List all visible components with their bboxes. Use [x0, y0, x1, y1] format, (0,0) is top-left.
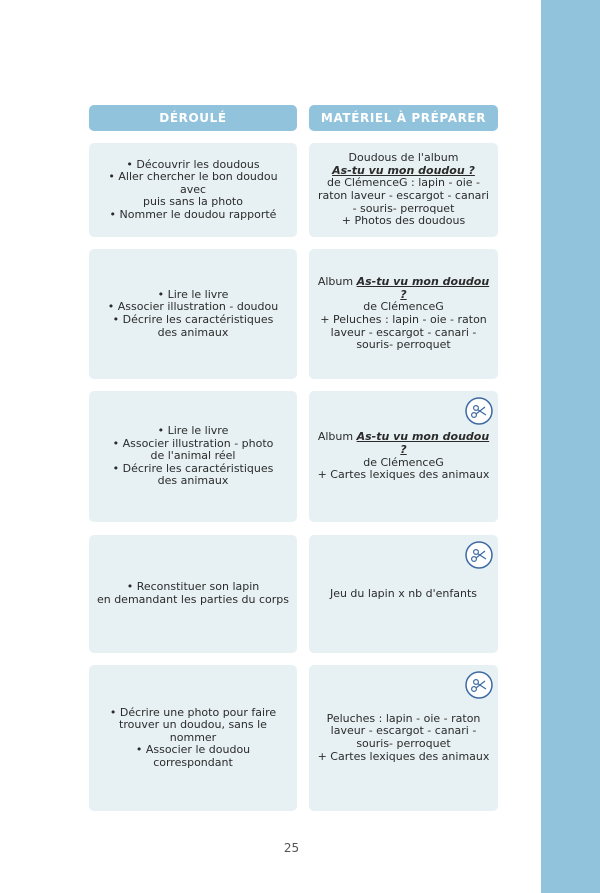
deroule-card-2: [89, 249, 297, 379]
deroule-text-3: • Lire le livre • Associer illustration - photo de l'animal réel • Décrire les caractéristiques des animaux: [112, 424, 274, 488]
materiel-text-4: Jeu du lapin x nb d'enfants: [329, 586, 478, 600]
scissors-icon: [465, 397, 493, 425]
album-title-3: As-tu vu mon doudou ?: [356, 430, 490, 456]
materiel-text-1: de ClémenceG : lapin - oie - raton laveur - escargot - canari - souris- perroquet + Photos des doudous: [318, 176, 489, 228]
deroule-card-5: [89, 665, 297, 811]
scissors-icon: [465, 671, 493, 699]
deroule-text-1: • Découvrir les doudous • Aller chercher le bon doudou avec puis sans la photo • Nommer le doudou rapporté: [108, 157, 278, 221]
materiel-card-1: [309, 143, 498, 237]
materiel-text-5: Peluches : lapin - oie - raton laveur - escargot - canari - souris- perroquet + Cartes lexiques des animaux: [317, 711, 490, 763]
materiel-text-2: de ClémenceG + Peluches : lapin - oie - raton laveur - escargot - canari - souris- perroquet: [320, 300, 487, 352]
header-deroule: DÉROULÉ: [89, 105, 297, 131]
materiel-card-2: [309, 249, 498, 379]
deroule-card-3: [89, 391, 297, 522]
deroule-card-4: [89, 535, 297, 653]
deroule-text-2: • Lire le livre • Associer illustration - doudou • Décrire les caractéristiques des animaux: [107, 287, 279, 339]
materiel-intro-2: Album: [317, 275, 354, 289]
materiel-text-3: de ClémenceG + Cartes lexiques des animaux: [317, 455, 490, 482]
materiel-intro-3: Album: [317, 430, 354, 444]
album-title-1: As-tu vu mon doudou ?: [332, 163, 475, 177]
side-band: [541, 0, 600, 893]
page-number: 25: [283, 841, 300, 855]
scissors-icon: [465, 541, 493, 569]
materiel-card-3: [309, 391, 498, 522]
header-materiel: MATÉRIEL À PRÉPARER: [309, 105, 498, 131]
deroule-card-1: [89, 143, 297, 237]
materiel-intro-1: Doudous de l'album: [348, 151, 459, 165]
materiel-card-4: [309, 535, 498, 653]
materiel-card-5: [309, 665, 498, 811]
album-title-2: As-tu vu mon doudou ?: [356, 275, 490, 301]
deroule-text-4: • Reconstituer son lapin en demandant les parties du corps: [96, 580, 290, 606]
deroule-text-5: • Décrire une photo pour faire trouver un doudou, sans le nommer • Associer le doudou correspondant: [109, 705, 277, 769]
